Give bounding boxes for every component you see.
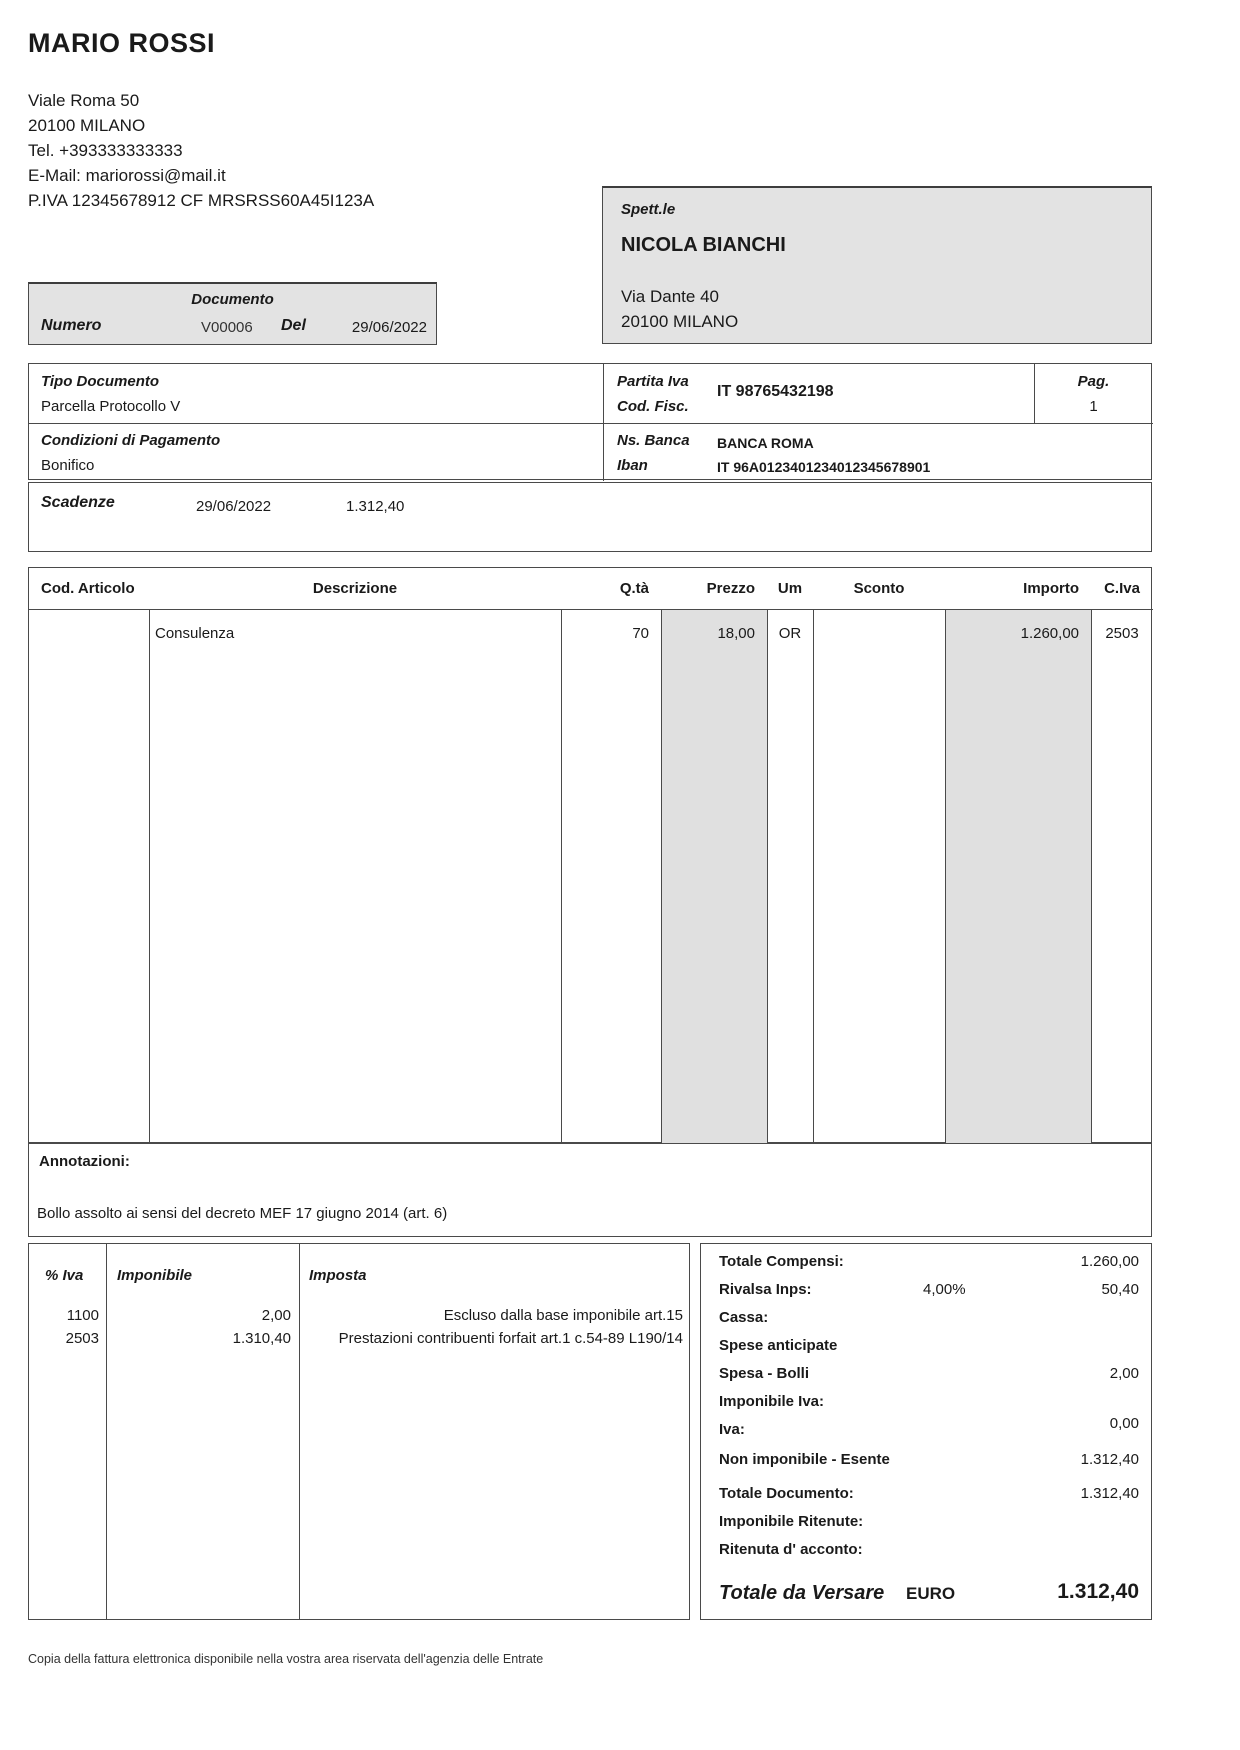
- condizioni-value: Bonifico: [41, 457, 95, 474]
- item-prezzo: 18,00: [717, 625, 755, 642]
- recipient-name: NICOLA BIANCHI: [621, 234, 786, 256]
- totals-label: Cassa:: [719, 1309, 769, 1326]
- scadenze-box: [28, 482, 1152, 552]
- info-grid-divider-row: [29, 423, 1153, 424]
- tipo-documento-value: Parcella Protocollo V: [41, 398, 181, 415]
- totals-value: 1.312,40: [1080, 1485, 1139, 1502]
- tax-divider-2: [299, 1244, 300, 1619]
- document-box: [28, 282, 437, 345]
- tax-table: [28, 1243, 690, 1620]
- totals-label: Ritenuta d' acconto:: [719, 1541, 863, 1558]
- totals-value: 0,00: [1109, 1415, 1139, 1432]
- col-divider-importo-civa: [1091, 609, 1092, 1143]
- tipo-documento-label: Tipo Documento: [41, 373, 160, 390]
- tax-divider-1: [106, 1244, 107, 1619]
- tax-row-imponibile: 1.310,40: [232, 1330, 291, 1347]
- header-um: Um: [777, 580, 803, 597]
- footer-note: Copia della fattura elettronica disponibile nella vostra area riservata dell'agenzia delle Entrate: [28, 1652, 544, 1666]
- totals-value: 2,00: [1109, 1365, 1139, 1382]
- header-descrizione: Descrizione: [312, 580, 398, 597]
- condizioni-label: Condizioni di Pagamento: [41, 432, 221, 449]
- partita-iva-value: IT 98765432198: [717, 383, 834, 400]
- seller-vat-cf: P.IVA 12345678912 CF MRSRSS60A45I123A: [28, 191, 375, 210]
- header-importo: Importo: [1023, 580, 1079, 597]
- del-label: Del: [281, 317, 306, 334]
- items-table: [28, 567, 1152, 1143]
- tax-header-imponibile: Imponibile: [117, 1267, 192, 1284]
- totale-da-versare-value: 1.312,40: [1057, 1580, 1139, 1603]
- totals-value: 1.260,00: [1080, 1253, 1139, 1270]
- seller-email: E-Mail: mariorossi@mail.it: [28, 166, 226, 185]
- scadenze-amount: 1.312,40: [346, 498, 405, 515]
- ns-banca-label: Ns. Banca: [617, 432, 690, 449]
- totals-label: Imponibile Iva:: [719, 1393, 825, 1410]
- iban-label: Iban: [617, 457, 648, 474]
- totals-label: Totale Documento:: [719, 1485, 854, 1502]
- tax-row-imposta: Escluso dalla base imponibile art.15: [443, 1307, 683, 1324]
- header-civa: C.Iva: [1104, 580, 1140, 597]
- item-importo: 1.260,00: [1020, 625, 1079, 642]
- totals-value: 50,40: [1101, 1281, 1139, 1298]
- tax-header-iva: % Iva: [45, 1267, 84, 1284]
- totale-da-versare-label: Totale da Versare: [719, 1582, 885, 1604]
- col-divider-qta-prezzo: [661, 609, 662, 1143]
- tax-row-imposta: Prestazioni contribuenti forfait art.1 c.54-89 L190/14: [338, 1330, 683, 1347]
- totals-label: Rivalsa Inps:: [719, 1281, 812, 1298]
- col-divider-descr-qta: [561, 609, 562, 1143]
- seller-address-block: [28, 88, 374, 213]
- header-sconto: Sconto: [853, 580, 905, 597]
- del-value: 29/06/2022: [351, 319, 427, 336]
- tax-header-imposta: Imposta: [309, 1267, 367, 1284]
- col-divider-cod-descr: [149, 609, 150, 1143]
- cod-fisc-label: Cod. Fisc.: [617, 398, 689, 415]
- totals-value: 1.312,40: [1080, 1451, 1139, 1468]
- item-descrizione: Consulenza: [155, 625, 235, 642]
- recipient-address-line2: 20100 MILANO: [621, 312, 739, 331]
- seller-address-line2: 20100 MILANO: [28, 116, 146, 135]
- seller-address-line1: Viale Roma 50: [28, 91, 140, 110]
- col-divider-um-sconto: [813, 609, 814, 1143]
- item-civa: 2503: [1105, 625, 1139, 642]
- importo-column-shade: [945, 609, 1091, 1143]
- header-qta: Q.tà: [619, 580, 649, 597]
- iban-value: IT 96A0123401234012345678901: [717, 459, 931, 475]
- scadenze-date: 29/06/2022: [196, 498, 272, 515]
- totals-label: Spese anticipate: [719, 1337, 838, 1354]
- recipient-label: Spett.le: [621, 201, 676, 218]
- partita-iva-label: Partita Iva: [617, 373, 689, 390]
- tax-row-imponibile: 2,00: [261, 1307, 291, 1324]
- numero-label: Numero: [41, 317, 102, 334]
- seller-phone: Tel. +393333333333: [28, 141, 183, 160]
- item-qta: 70: [632, 625, 649, 642]
- totals-mid-value: 4,00%: [923, 1281, 966, 1298]
- annotazioni-label: Annotazioni:: [39, 1153, 130, 1170]
- totals-box: [700, 1243, 1152, 1620]
- totale-da-versare-currency: EURO: [906, 1584, 956, 1603]
- col-divider-sconto-importo: [945, 609, 946, 1143]
- banca-value: BANCA ROMA: [717, 435, 814, 451]
- prezzo-column-shade: [661, 609, 767, 1143]
- recipient-address-line1: Via Dante 40: [621, 287, 719, 306]
- pag-label: Pag.: [1077, 373, 1110, 390]
- info-grid: [28, 363, 1152, 480]
- annotazioni-note: Bollo assolto ai sensi del decreto MEF 17 giugno 2014 (art. 6): [37, 1205, 448, 1222]
- tax-row-iva: 1100: [66, 1307, 99, 1324]
- totals-label: Spesa - Bolli: [719, 1365, 810, 1382]
- totals-label: Totale Compensi:: [719, 1253, 844, 1270]
- totals-label: Imponibile Ritenute:: [719, 1513, 864, 1530]
- seller-name: MARIO ROSSI: [28, 28, 216, 58]
- recipient-box: [602, 186, 1152, 344]
- header-cod-articolo: Cod. Articolo: [41, 580, 135, 597]
- annotazioni-box: [28, 1143, 1152, 1237]
- scadenze-label: Scadenze: [41, 494, 115, 511]
- col-divider-prezzo-um: [767, 609, 768, 1143]
- totals-label: Non imponibile - Esente: [719, 1451, 890, 1468]
- numero-value: V00006: [201, 319, 253, 336]
- header-prezzo: Prezzo: [706, 580, 755, 597]
- item-um: OR: [778, 625, 802, 642]
- totals-label: Iva:: [719, 1421, 745, 1438]
- tax-row-iva: 2503: [65, 1330, 99, 1347]
- document-box-title: Documento: [191, 291, 274, 308]
- pag-value: 1: [1089, 398, 1098, 415]
- items-header-divider: [29, 609, 1153, 610]
